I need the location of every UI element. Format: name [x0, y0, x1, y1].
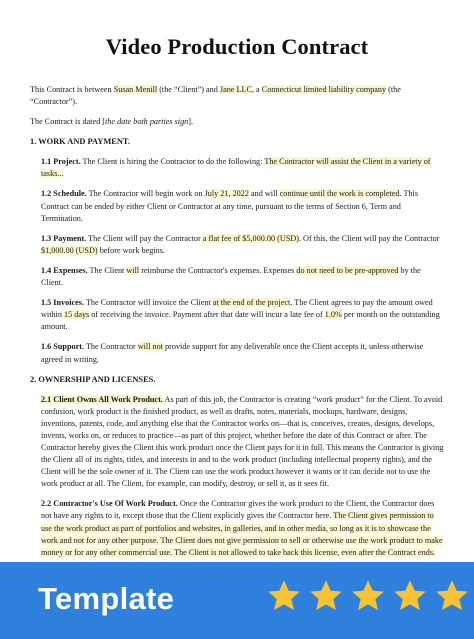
clause-label: 1.5 Invoices. [41, 298, 84, 308]
filled-in-term: 15 days [63, 310, 90, 320]
text-run: reimburse the Contractor's expenses. Expenses [139, 265, 297, 275]
intro-paragraph [30, 84, 444, 108]
clause-1-2 [30, 188, 444, 224]
text-run: This Contract is between [30, 85, 114, 94]
clause-2-1 [30, 394, 444, 491]
clause-label: 1.4 Expenses. [41, 265, 88, 275]
document-title: Video Production Contract [105, 34, 369, 59]
filled-in-term: at the end of the project [212, 298, 291, 308]
clause-1-6 [30, 341, 444, 365]
text-run: before work begins. [97, 245, 165, 255]
star-icon [308, 578, 344, 614]
section-heading: 2. OWNERSHIP AND LICENSES. [30, 374, 156, 384]
filled-in-term: The Contractor will assist the Client in a variety of tasks... [41, 157, 431, 179]
text-run: The Contractor will begin work on [86, 189, 205, 199]
filled-in-term: Susan Menill [113, 85, 158, 94]
text-run: of receiving the invoice. Payment after that date will incur a late fee of [89, 310, 325, 320]
text-run: provide support for any deliverable once the Client accepts it, unless otherwise agreed in writing. [41, 342, 424, 364]
text-run: the date both parties sign [105, 117, 189, 127]
filled-in-term: July 21, 2022 [204, 189, 249, 199]
clause-label: 1.1 Project. [41, 157, 81, 167]
clause-2-2 [30, 498, 444, 558]
clause-label: 1.6 Support. [41, 342, 84, 352]
text-run: by the Client. [41, 265, 421, 288]
clause-1-1 [30, 156, 444, 180]
filled-in-term: $1,000.00 (USD) [41, 245, 98, 255]
text-run: ]. [188, 117, 194, 127]
text-run: , a [251, 85, 262, 94]
filled-in-term: do not need to be pre-approved [296, 265, 399, 275]
section-ownership-and-licenses [30, 374, 444, 562]
filled-in-term: 2.1 Client Owns All Work Product. [41, 394, 163, 404]
filled-in-term: will [126, 265, 140, 275]
text-run: The Client is hiring the Contractor to do the following: [80, 157, 265, 167]
text-run: (the “Client”) and [157, 85, 220, 94]
text-run: The Client [87, 265, 127, 275]
text-run: The Client will pay the Contractor [86, 233, 203, 243]
template-label: Template [38, 581, 175, 616]
clause-1-3 [30, 233, 444, 257]
text-run: (the “Contractor”). [30, 85, 401, 107]
text-run: . This Contract can be ended by either Client or Contractor at any time, pursuant to the terms of Section 6, Term and Termination. [41, 189, 419, 223]
text-run: . Of this, the Client will pay the Contractor [298, 233, 440, 243]
text-run: The Contractor will invoice the Client [83, 298, 213, 308]
text-run: As part of this job, the Contractor is creating “work product” for the Client. To avoid confusion, work product is the finished product, as well as drafts, notes, materials, mockups, hardware, designs, inventions, patents, code, and anything else that the Contractor works on—that is, conceives, creates, designs, develops, invents, works on, or reduces to practice—as part of this project, whether before the date of this Contract or after. The Contractor hereby gives the Client this work product once the Client pays for it in full. This means the Contractor is giving the Client all of its rights, titles, and interests in and to the work product (including intellectual property rights), and the Client will be the sole owner of it. The Client can use the work product however it wants or it can decide not to use the work product at all. The Client, for example, can modify, destroy, or sell it, as it sees fit. [41, 394, 444, 489]
text-run: The Contractor [84, 342, 138, 352]
star-icon [392, 578, 428, 614]
filled-in-term: Jane LLC [219, 85, 252, 94]
text-run: per month on the outstanding amount. [41, 310, 440, 332]
text-run: and will [248, 189, 280, 199]
clause-label: 1.2 Schedule. [41, 189, 87, 199]
section-work-and-payment [30, 136, 444, 365]
clause-label: 2.2 Contractor's Use Of Work Product. [41, 499, 178, 509]
star-icon [434, 578, 470, 614]
clause-1-4 [30, 265, 444, 289]
filled-in-term: will not [137, 342, 163, 352]
filled-in-term: a flat fee of $5,000.00 (USD) [202, 233, 299, 243]
text-run: Once the Contractor gives the work product to the Client, the Contractor does not have any rights to it, except those that the Client explicitly gives the Contractor here. [41, 499, 435, 521]
text-run: . The Client agrees to pay the amount owed within [41, 298, 433, 320]
filled-in-term: Connecticut limited liability company [261, 85, 387, 94]
clause-label: 1.3 Payment. [41, 233, 87, 243]
template-banner [0, 562, 474, 639]
star-icon [350, 578, 386, 614]
clause-1-5 [30, 297, 444, 333]
star-icon [266, 578, 302, 614]
filled-in-term: 1.0% [324, 310, 342, 320]
rating-stars [266, 578, 474, 622]
text-run: The Contract is dated [ [30, 117, 106, 127]
filled-in-term: continue until the work is completed [279, 189, 400, 199]
section-heading: 1. WORK AND PAYMENT. [30, 137, 130, 147]
dated-paragraph [30, 116, 444, 128]
filled-in-term: The Client gives permission to use the work product as part of portfolios and websites, in galleries, and in other media, so long as it is to showcase the work and not for any other purpose. The Client does not give permission to sell or otherwise use the work product to make money or for any other commercial use. The Client is not allowed to take back this license, even after the Contract ends. [41, 511, 443, 557]
